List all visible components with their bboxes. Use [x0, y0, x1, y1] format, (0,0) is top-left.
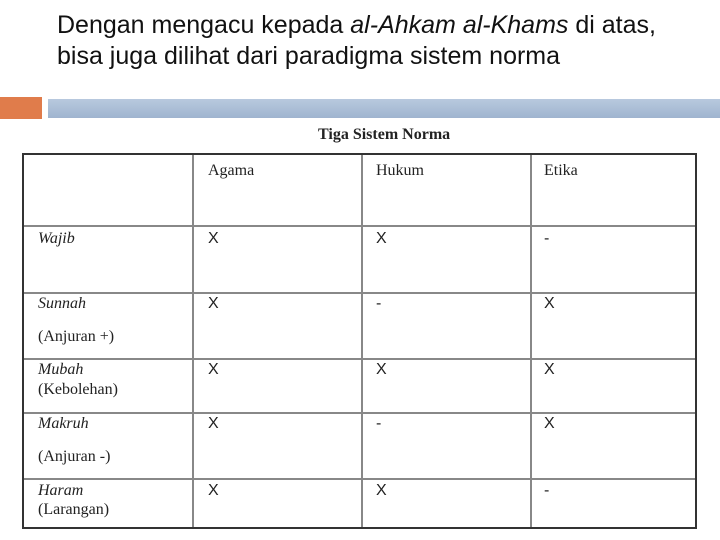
accent-bar-blue: [48, 99, 720, 118]
cell-value: X: [544, 295, 555, 312]
slide-title-emphasis: al-Ahkam al-Khams: [350, 11, 569, 39]
table-row-divider: [24, 292, 695, 294]
table-row-divider: [24, 225, 695, 227]
row-term: Makruh: [38, 415, 89, 432]
cell-value: -: [544, 230, 550, 247]
table-column-divider: [192, 155, 194, 527]
slide-title: [57, 10, 707, 72]
row-term: Mubah: [38, 361, 84, 378]
row-gloss: (Anjuran +): [38, 328, 115, 345]
norm-table: [22, 153, 697, 529]
row-term: Haram: [38, 482, 84, 499]
row-gloss: (Anjuran -): [38, 448, 111, 465]
accent-bar-orange: [0, 97, 42, 119]
cell-value: X: [208, 361, 219, 378]
cell-value: -: [544, 482, 550, 499]
table-row-divider: [24, 478, 695, 480]
table-caption: Tiga Sistem Norma: [318, 126, 451, 143]
slide-title-text-2: di atas, bisa juga dilihat dari paradigma sistem norma: [57, 11, 656, 70]
cell-value: -: [376, 295, 382, 312]
cell-value: X: [208, 482, 219, 499]
slide-title-text-1: Dengan mengacu kepada: [57, 11, 351, 39]
row-term: Wajib: [38, 230, 75, 247]
row-term: Sunnah: [38, 295, 86, 312]
table-column-divider: [361, 155, 363, 527]
cell-value: X: [544, 361, 555, 378]
cell-value: X: [376, 361, 387, 378]
header-hukum: Hukum: [376, 162, 424, 179]
header-agama: Agama: [208, 162, 255, 179]
row-gloss: (Kebolehan): [38, 381, 118, 398]
cell-value: X: [376, 482, 387, 499]
table-column-divider: [530, 155, 532, 527]
table-row-divider: [24, 412, 695, 414]
cell-value: X: [208, 295, 219, 312]
cell-value: X: [208, 415, 219, 432]
row-gloss: (Larangan): [38, 501, 110, 518]
cell-value: -: [376, 415, 382, 432]
header-etika: Etika: [544, 162, 578, 179]
cell-value: X: [208, 230, 219, 247]
cell-value: X: [544, 415, 555, 432]
cell-value: X: [376, 230, 387, 247]
table-row-divider: [24, 358, 695, 360]
